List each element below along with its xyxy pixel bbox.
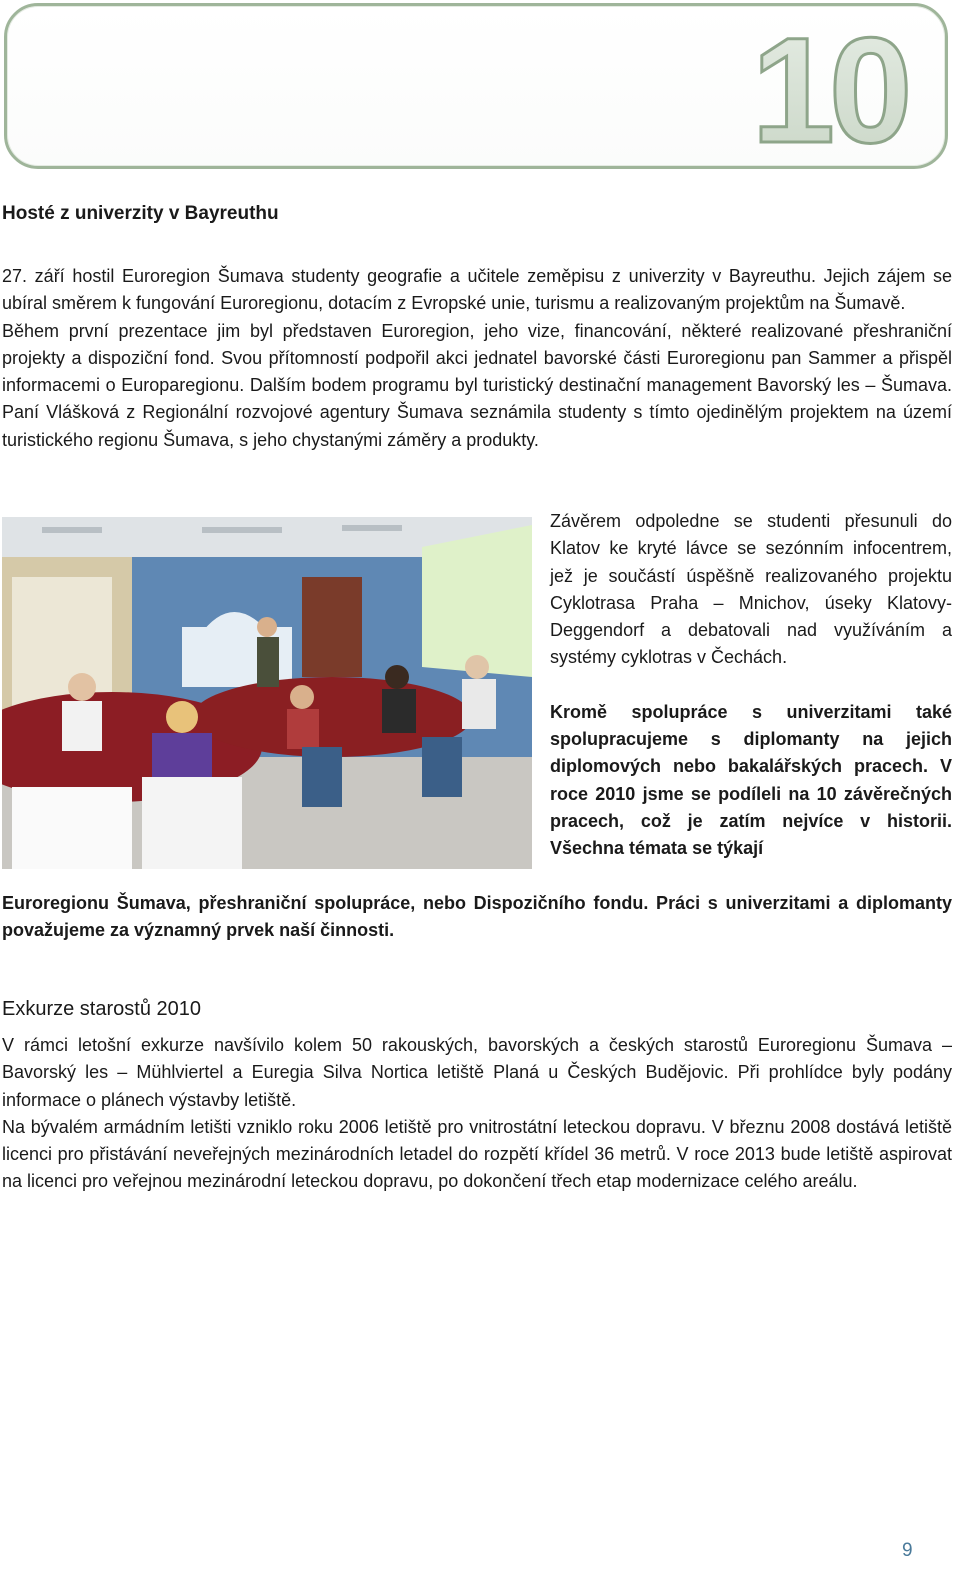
article-title: Exkurze starostů 2010 — [2, 998, 201, 1020]
issue-number: 10 — [751, 24, 907, 156]
paragraph: Na bývalém armádním letišti vzniklo roku 2006 letiště pro vnitrostátní leteckou dopravu. V březnu 2008 dostává letiště licenci pro přistávání neveřejných mezinárodních letadel do rozpětí křídel 36 metrů. V roce 2013 bude letiště aspirovat na licenci pro veřejnou mezinárodní leteckou dopravu, po dokončení třech etap modernizace celého areálu. — [2, 1116, 952, 1192]
article-bayreuth-body — [2, 263, 952, 454]
full-width-bold — [2, 890, 952, 945]
spacer — [550, 672, 952, 699]
header-banner — [4, 3, 948, 169]
paragraph-bold: Euroregionu Šumava, přeshraniční spolupráce, nebo Dispozičního fondu. Práci s univerzitami a diplomanty považujeme za významný prvek naší činnosti. — [2, 893, 952, 941]
issue-number-logo — [739, 24, 919, 156]
paragraph: 27. září hostil Euroregion Šumava studenty geografie a učitele zeměpisu z univerzity v Bayreuthu. Jejich zájem se ubíral směrem k fungování Euroregionu, dotacím z Evropské unie, turismu a realizovaným projektům na Šumavě. — [2, 266, 952, 314]
side-column — [550, 508, 952, 863]
article-title: Hosté z univerzity v Bayreuthu — [2, 203, 279, 224]
page-number: 9 — [902, 1540, 913, 1561]
article-exkurze — [2, 998, 952, 1021]
article-exkurze-body — [2, 1032, 952, 1196]
article-bayreuth — [2, 203, 952, 225]
paragraph: Závěrem odpoledne se studenti přesunuli do Klatov ke kryté lávce se sezónním infocentrem, jež je součástí úspěšně realizovaného projektu Cyklotrasa Praha – Mnichov, úseky Klatovy-Deggendorf a debatovali nad využíváním a systémy cyklotras v Čechách. — [550, 511, 952, 668]
seminar-photo — [2, 517, 532, 869]
paragraph: V rámci letošní exkurze navšívilo kolem 50 rakouských, bavorských a českých starostů Euroregionu Šumava – Bavorský les – Mühlviertel a Euregia Silva Nortica letiště Planá u Českých Budějovic. Při prohlídce byly podány informace o plánech výstavby letiště. — [2, 1035, 952, 1110]
paragraph-bold: Kromě spolupráce s univerzitami také spolupracujeme s diplomanty na jejich diplomových nebo bakalářských pracech. V roce 2010 jsme se podíleli na 10 závěrečných pracech, což je zatím nejvíce v historii. Všechna témata se týkají — [550, 701, 952, 859]
paragraph: Během první prezentace jim byl představen Euroregion, jeho vize, financování, některé realizované přeshraniční projekty a dispoziční fond. Svou přítomností podpořil akci jednatel bavorské části Euroregionu pan Sammer a přispěl informacemi o Europaregionu. Dalším bodem programu byl turistický destinační management Bavorský les – Šumava. Paní Vlášková z Regionální rozvojové agentury Šumava seznámila studenty s tímto ojedinělým projektem na území turistického regionu Šumava, s jeho chystanými záměry a produkty. — [2, 320, 952, 450]
